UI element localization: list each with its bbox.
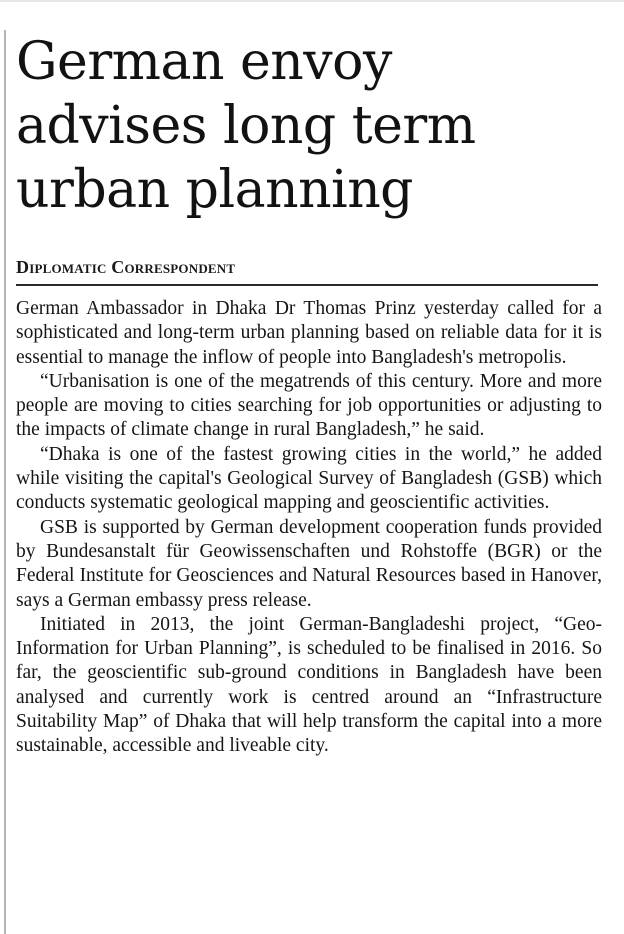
article-body: [16, 297, 602, 759]
column-divider: [4, 30, 6, 934]
article-paragraph: Initiated in 2013, the joint German-Bangladeshi project, “Geo-Information for Urban Planning”, is scheduled to be finalised in 2016. So far, the geoscientific sub-ground conditions in Bangladesh have been analysed and currently work is centred around an “Infrastructure Suitability Map” of Dhaka that will help transform the capital into a more sustainable, accessible and liveable city.: [16, 613, 602, 757]
article-paragraph: GSB is supported by German development cooperation funds provided by Bundesanstalt für Geowissenschaften und Rohstoffe (BGR) or the Federal Institute for Geosciences and Natural Resources based in Hanover, says a German embassy press release.: [16, 516, 602, 611]
byline: Diplomatic Correspondent: [16, 257, 236, 277]
headline-line: German envoy: [16, 32, 392, 92]
headline-line: urban planning: [16, 160, 413, 220]
article-paragraph: “Urbanisation is one of the megatrends of this century. More and more people are moving to cities searching for job opportunities or adjusting to the impacts of climate change in rural Bangladesh,” he said.: [16, 370, 602, 441]
article-paragraph: “Dhaka is one of the fastest growing cities in the world,” he added while visiting the capital's Geological Survey of Bangladesh (GSB) which conducts systematic geological mapping and geoscientific activities.: [16, 443, 602, 514]
headline-line: advises long term: [16, 96, 476, 156]
headline: [16, 30, 616, 222]
clipping-top-edge: [0, 0, 624, 2]
byline-divider: [16, 284, 598, 286]
article-paragraph: German Ambassador in Dhaka Dr Thomas Prinz yesterday called for a sophisticated and long-term urban planning based on reliable data for it is essential to manage the inflow of people into Bangladesh's metropolis.: [16, 298, 602, 368]
